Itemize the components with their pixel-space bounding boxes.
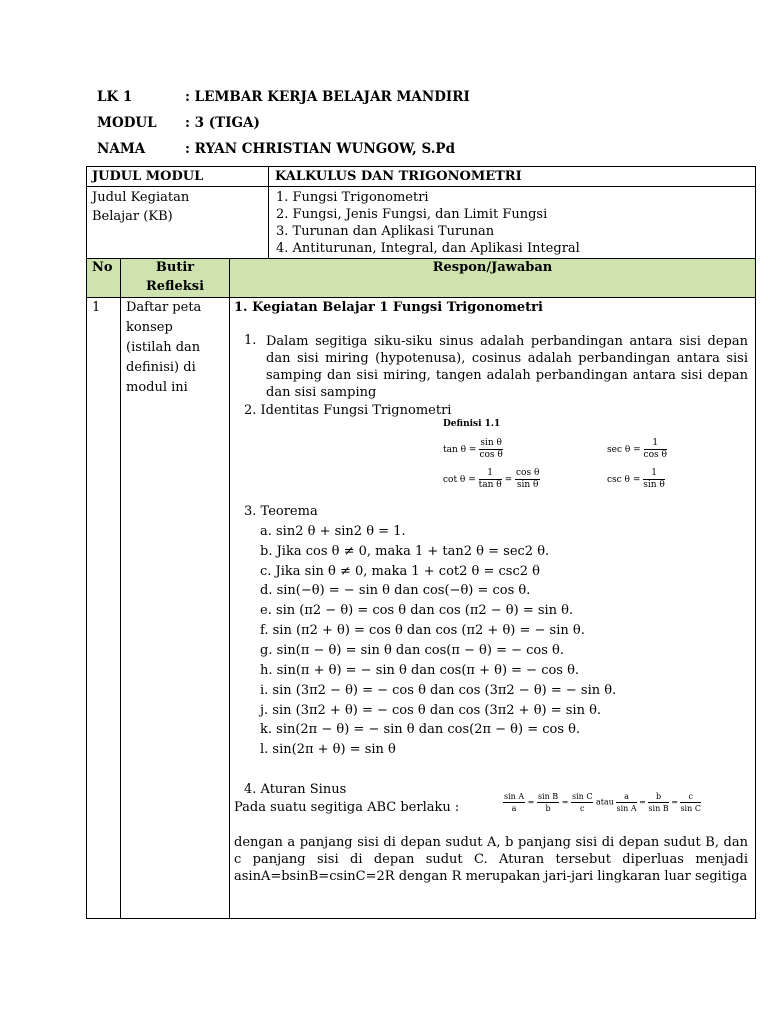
def-sec-den: cos θ xyxy=(643,450,667,460)
theorem-item: d. sin(−θ) = − sin θ dan cos(−θ) = cos θ. xyxy=(260,583,531,598)
kegiatan-item: 4. Antiturunan, Integral, dan Aplikasi Integral xyxy=(276,241,580,256)
row-number: 1 xyxy=(92,300,101,315)
modul-line xyxy=(97,115,260,131)
theorem-item: h. sin(π + θ) = − sin θ dan cos(π + θ) = − cos θ. xyxy=(260,663,580,678)
rule-g1-den: sin A xyxy=(616,804,637,813)
rule-g1-num: a xyxy=(616,791,636,803)
rule-frac-5 xyxy=(648,791,668,814)
def-cot xyxy=(443,468,540,491)
theorem-item: c. Jika sin θ ≠ 0, maka 1 + cot2 θ = csc2 θ xyxy=(260,564,540,579)
def-csc-lhs: csc θ = xyxy=(607,475,641,485)
table-border-left xyxy=(86,166,87,919)
judul-modul-label: JUDUL MODUL xyxy=(92,169,204,184)
def-tan-den: cos θ xyxy=(479,450,503,460)
table-line-row1 xyxy=(86,186,756,187)
table-line-row2 xyxy=(86,258,756,259)
theorem-item: e. sin (π2 − θ) = cos θ dan cos (π2 − θ) = sin θ. xyxy=(260,603,574,618)
def-tan-fraction xyxy=(479,438,503,461)
table-col-divider-butir xyxy=(229,258,230,919)
rule-g3-num: c xyxy=(680,791,700,803)
kegiatan-label-2: Belajar (KB) xyxy=(92,209,173,224)
theorem-item: l. sin(2π + θ) = sin θ xyxy=(260,742,396,757)
rule-f2-den: b xyxy=(545,804,551,813)
butir-line: konsep xyxy=(126,320,173,335)
lk-key: LK 1 xyxy=(97,89,133,105)
def-cot-fraction-1 xyxy=(479,468,502,491)
point-3-heading: 3. Teorema xyxy=(244,504,318,519)
def-sec-fraction xyxy=(644,438,667,461)
rule-g2-num: b xyxy=(648,791,668,803)
def-cot-fraction-2 xyxy=(515,468,540,491)
kegiatan-label-1: Judul Kegiatan xyxy=(92,190,190,205)
theorem-item: j. sin (3π2 + θ) = − cos θ dan cos (3π2 + θ) = sin θ. xyxy=(260,703,602,718)
theorem-item: f. sin (π2 + θ) = cos θ dan cos (π2 + θ) = − sin θ. xyxy=(260,623,585,638)
def-tan xyxy=(443,438,503,461)
rule-g2-den: sin B xyxy=(648,804,669,813)
table-border-right xyxy=(755,166,756,919)
point-4-heading: 4. Aturan Sinus xyxy=(244,782,347,797)
kegiatan-item: 1. Fungsi Trigonometri xyxy=(276,190,429,205)
butir-line: definisi) di xyxy=(126,360,196,375)
table-border-bottom xyxy=(86,918,756,919)
def-tan-lhs: tan θ = xyxy=(443,445,477,455)
kb-title: 1. Kegiatan Belajar 1 Fungsi Trigonometri xyxy=(234,300,543,315)
sine-rule-formula: $\frac{\text{sin A}}{a}$ = $\frac{\text{sin B}}{b}$ = $\frac{\text{sin C}}{c}$ atau $\frac{a}{\text{sin A}}$ = $\frac{b}{\text{sin B}}$ = $\frac{c}{\text{sin C}}$ xyxy=(504,792,701,813)
rule-f1-num: sin A xyxy=(504,792,525,801)
rule-frac-2 xyxy=(537,791,559,814)
point-1-number: 1. xyxy=(244,333,257,348)
theorem-item: g. sin(π − θ) = sin θ dan cos(π − θ) = − cos θ. xyxy=(260,643,564,658)
def-csc-den: sin θ xyxy=(643,480,665,490)
point-4-intro: Pada suatu segitiga ABC berlaku : xyxy=(234,800,460,815)
def-csc xyxy=(607,468,665,491)
rule-f1-den: a xyxy=(511,804,517,813)
col-header-butir: Butir xyxy=(155,260,195,275)
point-2-heading: 2. Identitas Fungsi Trignometri xyxy=(244,403,452,418)
def-sec-lhs: sec θ = xyxy=(607,445,641,455)
def-cot-num2: cos θ xyxy=(516,468,540,478)
col-header-refleksi: Refleksi xyxy=(145,279,205,294)
def-cot-num: 1 xyxy=(479,468,502,480)
rule-g3-den: sin C xyxy=(680,804,701,813)
def-cot-den2: sin θ xyxy=(516,480,539,490)
rule-frac-1 xyxy=(503,791,525,814)
table-border-top xyxy=(86,166,756,167)
rule-f3-den: c xyxy=(579,804,585,813)
def-cot-den: tan θ xyxy=(478,480,502,490)
judul-modul-value: KALKULUS DAN TRIGONOMETRI xyxy=(275,169,522,184)
theorem-item: a. sin2 θ + sin2 θ = 1. xyxy=(260,524,406,539)
def-sec xyxy=(607,438,667,461)
point-1-text: Dalam segitiga siku-siku sinus adalah perbandingan antara sisi depan dan sisi miring (hypotenusa), cosinus adalah perbandingan antara sisi samping dan sisi miring, tangen adalah perbandingan antara sisi depan dan sisi samping xyxy=(266,334,748,400)
point-4-text: dengan a panjang sisi di depan sudut A, b panjang sisi di depan sudut B, dan c panjang sisi di depan sudut C. Aturan tersebut diperluas menjadi asinA=bsinB=csinC=2R dengan R merupakan jari-jari lingkaran luar segitiga xyxy=(234,835,748,884)
def-csc-num: 1 xyxy=(643,468,665,480)
rule-atau: atau xyxy=(596,797,614,807)
theorem-item: b. Jika cos θ ≠ 0, maka 1 + tan2 θ = sec2 θ. xyxy=(260,544,550,559)
nama-key: NAMA xyxy=(97,141,146,157)
col-header-respon: Respon/Jawaban xyxy=(432,260,553,275)
def-tan-num: sin θ xyxy=(480,438,502,448)
rule-frac-4 xyxy=(616,791,636,814)
nama-line xyxy=(97,141,455,157)
nama-value: : RYAN CHRISTIAN WUNGOW, S.Pd xyxy=(185,141,456,157)
table-line-row3 xyxy=(86,297,756,298)
rule-f2-num: sin B xyxy=(537,792,559,801)
definition-box xyxy=(440,418,680,500)
def-cot-eq: = xyxy=(504,475,513,485)
butir-line: Daftar peta xyxy=(126,300,202,315)
theorem-item: i. sin (3π2 − θ) = − cos θ dan cos (3π2 − θ) = − sin θ. xyxy=(260,683,617,698)
kegiatan-item: 3. Turunan dan Aplikasi Turunan xyxy=(276,224,495,239)
rule-frac-6 xyxy=(680,791,700,814)
lk-line xyxy=(97,89,470,105)
modul-value: : 3 (TIGA) xyxy=(185,115,260,131)
theorem-item: k. sin(2π − θ) = − sin θ dan cos(2π − θ) = cos θ. xyxy=(260,722,581,737)
butir-line: modul ini xyxy=(126,380,188,395)
modul-key: MODUL xyxy=(97,115,157,131)
kegiatan-item: 2. Fungsi, Jenis Fungsi, dan Limit Fungsi xyxy=(276,207,548,222)
lk-value: : LEMBAR KERJA BELAJAR MANDIRI xyxy=(185,89,470,105)
col-header-no: No xyxy=(92,260,113,275)
table-col-divider-no xyxy=(120,258,121,919)
def-csc-fraction xyxy=(643,468,665,491)
def-sec-num: 1 xyxy=(644,438,667,450)
rule-f3-num: sin C xyxy=(571,792,593,801)
def-cot-lhs: cot θ = xyxy=(443,475,476,485)
definition-title: Definisi 1.1 xyxy=(443,419,501,429)
butir-line: (istilah dan xyxy=(126,340,201,355)
rule-frac-3 xyxy=(571,791,593,814)
table-col-divider-top xyxy=(268,166,269,258)
